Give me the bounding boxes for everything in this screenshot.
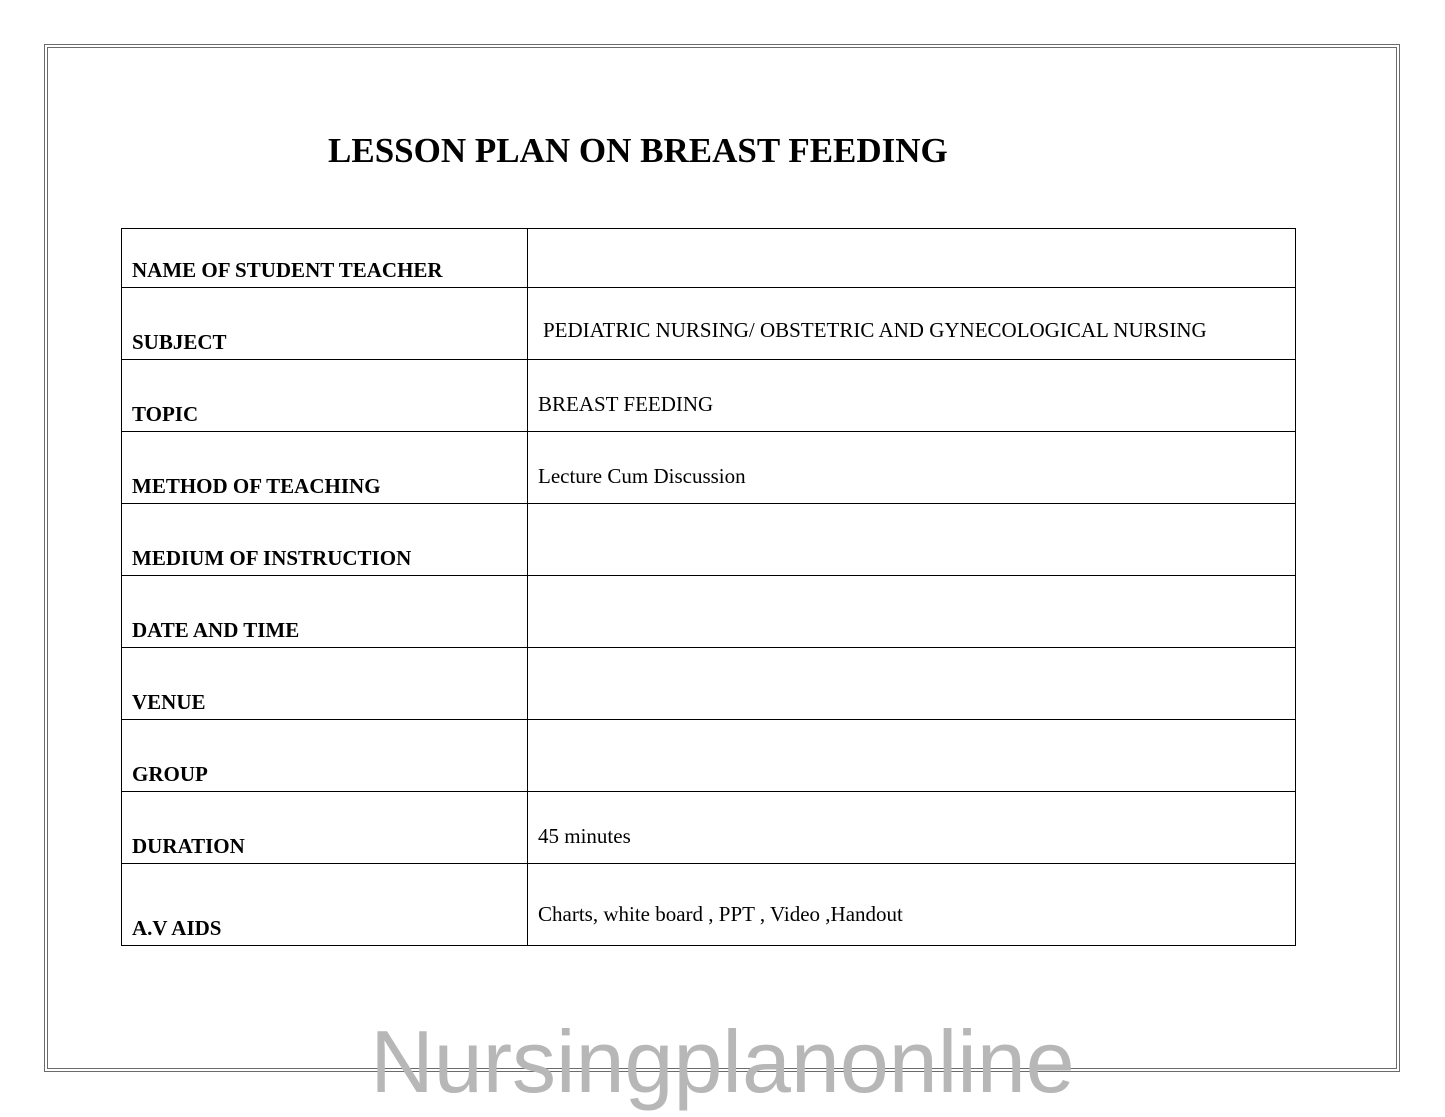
label-cell [122,648,528,720]
table-row-date-and-time [122,576,1296,648]
watermark-text: Nursingplanonline [370,1012,1075,1111]
value-cell [528,648,1296,720]
value-cell [528,288,1296,360]
row-value: 45 minutes [538,824,631,848]
row-value: PEDIATRIC NURSING/ OBSTETRIC AND GYNECOLOGICAL NURSING [543,318,1207,342]
label-cell [122,360,528,432]
row-value: Lecture Cum Discussion [538,464,746,488]
row-label: DURATION [132,834,245,858]
label-cell [122,432,528,504]
table-row-group [122,720,1296,792]
value-cell [528,720,1296,792]
row-label: MEDIUM OF INSTRUCTION [132,546,412,570]
row-value: BREAST FEEDING [538,392,714,416]
table-row-topic [122,360,1296,432]
row-label: A.V AIDS [132,916,222,940]
label-cell [122,229,528,288]
table-row-medium-of-instruction [122,504,1296,576]
label-cell [122,864,528,946]
label-cell [122,792,528,864]
value-cell [528,576,1296,648]
row-label: GROUP [132,762,208,786]
label-cell [122,720,528,792]
lesson-plan-table [121,228,1296,946]
label-cell [122,288,528,360]
document-title: LESSON PLAN ON BREAST FEEDING [328,131,948,170]
label-cell [122,504,528,576]
row-label: DATE AND TIME [132,618,300,642]
value-cell [528,229,1296,288]
table-row-venue [122,648,1296,720]
value-cell [528,360,1296,432]
row-label: VENUE [132,690,206,714]
row-label: SUBJECT [132,330,227,354]
table-row-duration [122,792,1296,864]
table-row-subject [122,288,1296,360]
table-row-name-of-student-teacher [122,229,1296,288]
label-cell [122,576,528,648]
value-cell [528,432,1296,504]
row-value: Charts, white board , PPT , Video ,Handout [538,902,903,926]
value-cell [528,864,1296,946]
value-cell [528,792,1296,864]
value-cell [528,504,1296,576]
row-label: METHOD OF TEACHING [132,474,381,498]
row-label: TOPIC [132,402,199,426]
row-label: NAME OF STUDENT TEACHER [132,258,443,282]
table-row-method-of-teaching [122,432,1296,504]
table-row-av-aids [122,864,1296,946]
